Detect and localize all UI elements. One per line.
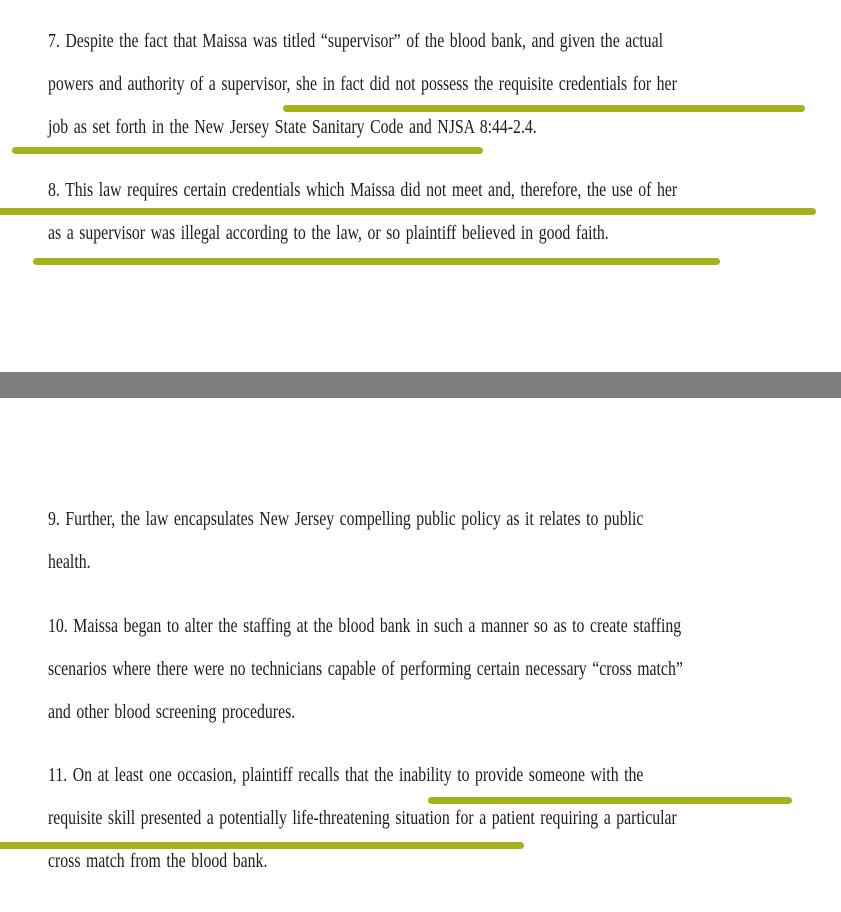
text-line: 8. This law requires certain credentials which Maissa did not meet and, therefore, the use of her [48, 179, 678, 201]
highlighter-stroke [12, 147, 483, 154]
text-line: and other blood screening procedures. [48, 701, 296, 723]
highlighter-stroke [283, 105, 805, 112]
text-line: 11. On at least one occasion, plaintiff recalls that the inability to provide someone with the [48, 764, 644, 786]
paragraph-9 [48, 498, 841, 584]
text-line: 9. Further, the law encapsulates New Jersey compelling public policy as it relates to public [48, 508, 644, 530]
paragraph-line [48, 691, 841, 734]
paragraph-line [48, 20, 841, 63]
text-line: powers and authority of a supervisor, she in fact did not possess the requisite credentials for her [48, 73, 677, 95]
text-line: as a supervisor was illegal according to the law, or so plaintiff believed in good faith. [48, 222, 609, 244]
text-line: cross match from the blood bank. [48, 850, 268, 872]
text-line: 10. Maissa began to alter the staffing at the blood bank in such a manner so as to create staffing [48, 615, 682, 637]
paragraph-10 [48, 605, 841, 734]
text-line: job as set forth in the New Jersey State Sanitary Code and NJSA 8:44-2.4. [48, 116, 537, 138]
paragraph-line [48, 212, 841, 255]
paragraph-line [48, 106, 841, 149]
highlighter-stroke [428, 797, 792, 804]
paragraph-line [48, 605, 841, 648]
paragraph-7 [48, 20, 841, 149]
highlighter-stroke [0, 842, 524, 849]
highlighter-stroke [33, 258, 720, 265]
paragraph-line [48, 754, 841, 797]
paragraph-line [48, 498, 841, 541]
paragraph-line [48, 169, 841, 212]
paragraph-line [48, 63, 841, 106]
text-line: health. [48, 551, 91, 573]
text-line: 7. Despite the fact that Maissa was titled “supervisor” of the blood bank, and given the actual [48, 30, 663, 52]
paragraph-11 [48, 754, 841, 883]
text-line: scenarios where there were no technicians capable of performing certain necessary “cross match” [48, 658, 683, 680]
paragraph-line [48, 541, 841, 584]
highlighter-stroke [0, 208, 816, 215]
page-break-bar [0, 372, 841, 398]
text-line: requisite skill presented a potentially life-threatening situation for a patient requiring a particular [48, 807, 677, 829]
paragraph-line [48, 648, 841, 691]
